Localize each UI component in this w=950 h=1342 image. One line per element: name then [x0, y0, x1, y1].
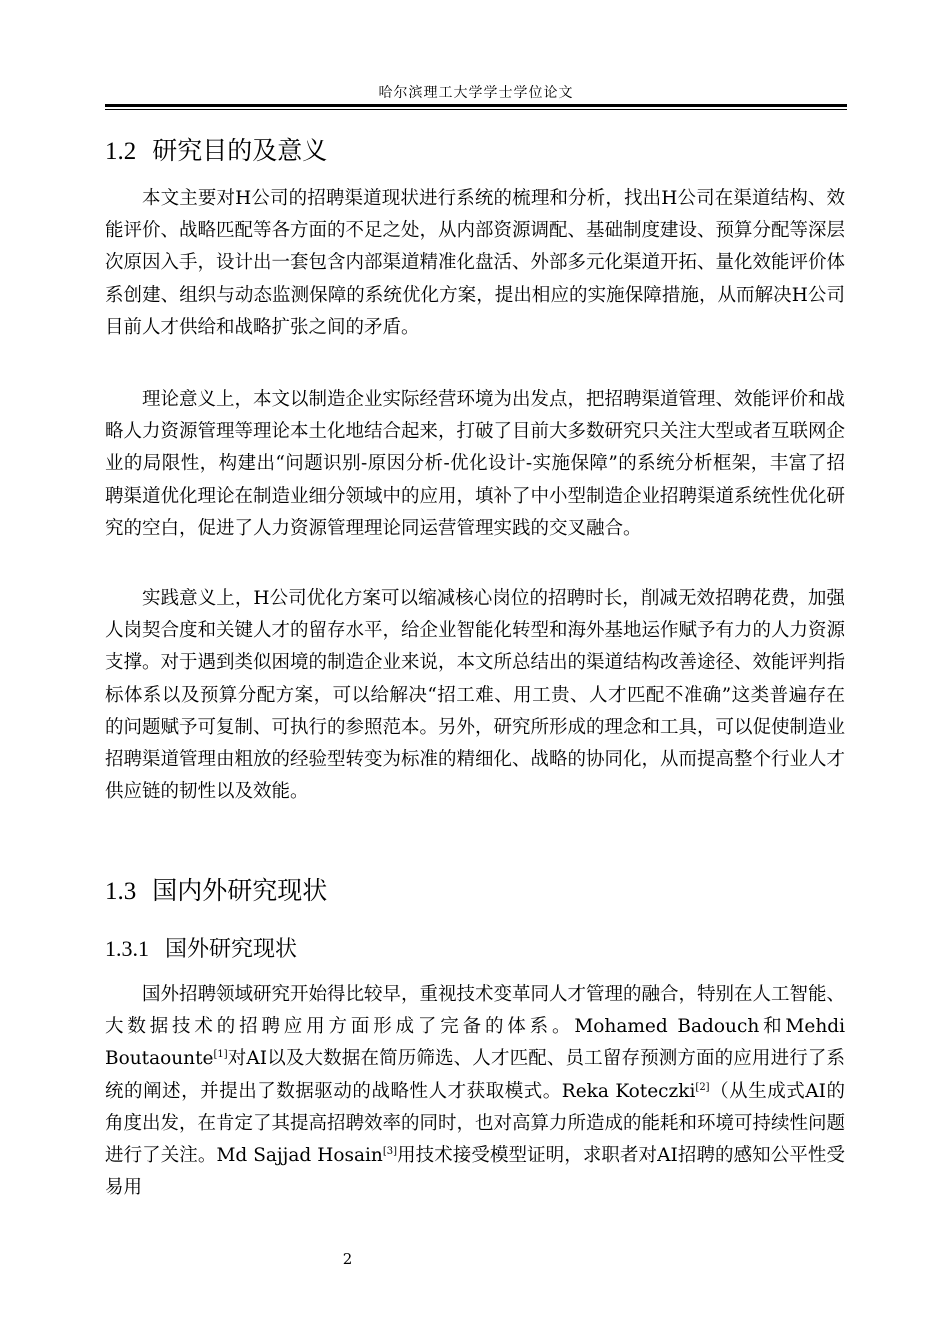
text-run: 对AI以及大数据在简历筛选、人才匹配、员工留存预测方面的应用进行了系统的阐述，并提出了数据驱动的战略性人才获取模式。Reka Koteczki — [105, 1048, 845, 1102]
subsection-title: 国外研究现状 — [165, 937, 298, 962]
subsection-number: 1.3.1 — [105, 936, 149, 961]
paragraph-theoretical-significance: 理论意义上，本文以制造企业实际经营环境为出发点，把招聘渠道管理、效能评价和战略人力资源管理等理论本土化地结合起来，打破了目前大多数研究只关注大型或者互联网企业的局限性，构建出“问题识别-原因分析-优化设计-实施保障”的系统分析框架，丰富了招聘渠道优化理论在制造业细分领域中的应用，填补了中小型制造企业招聘渠道系统性优化研究的空白，促进了人力资源管理理论同运营管理实践的交叉融合。 — [105, 389, 846, 539]
text-run: （从生成式AI的角度出发，在肯定了其提高招聘效率的同时，也对高算力所造成的能耗和环境可持续性问题进行了关注。Md Sajjad Hosain — [105, 1080, 846, 1167]
section-title: 国内外研究现状 — [152, 876, 328, 905]
page-number: 2 — [342, 1250, 353, 1268]
citation-ref-3: [3] — [382, 1145, 397, 1157]
header-rule-thick — [105, 104, 847, 107]
header-rule-thin — [105, 109, 847, 110]
section-number: 1.3 — [105, 878, 137, 905]
paragraph-practical-significance: 实践意义上，H公司优化方案可以缩减核心岗位的招聘时长，削减无效招聘花费，加强人岗契合度和关键人才的留存水平，给企业智能化转型和海外基地运作赋予有力的人力资源支撑。对于遇到类似困境的制造企业来说，本文所总结出的渠道结构改善途径、效能评判指标体系以及预算分配方案，可以给解决“招工难、用工贵、人才匹配不准确”这类普遍存在的问题赋予可复制、可执行的参照范本。另外，研究所形成的理念和工具，可以促使制造业招聘渠道管理由粗放的经验型转变为标准的精细化、战略的协同化，从而提高整个行业人才供应链的韧性以及效能。 — [105, 588, 846, 803]
subsection-heading-1-3-1 — [105, 932, 297, 963]
section-heading-1-3 — [105, 871, 327, 907]
citation-ref-2: [2] — [695, 1081, 710, 1093]
text-run: 用技术接受模型证明，求职者对AI招聘的感知公平性受易用 — [105, 1145, 845, 1199]
text-run: 国外招聘领域研究开始得比较早，重视技术变革同人才管理的融合，特别在人工智能、大数据技术的招聘应用方面形成了完备的体系。Mohamed Badouch和Mehdi Boutaounte — [105, 984, 846, 1070]
paragraph-foreign-research — [105, 979, 845, 1204]
citation-ref-1: [1] — [213, 1049, 228, 1061]
section-heading-1-2 — [105, 131, 327, 167]
running-header: 哈尔滨理工大学学士学位论文 — [378, 85, 574, 101]
paragraph-purpose: 本文主要对H公司的招聘渠道现状进行系统的梳理和分析，找出H公司在渠道结构、效能评价、战略匹配等各方面的不足之处，从内部资源调配、基础制度建设、预算分配等深层次原因入手，设计出一套包含内部渠道精准化盘活、外部多元化渠道开拓、量化效能评价体系创建、组织与动态监测保障的系统优化方案，提出相应的实施保障措施，从而解决H公司目前人才供给和战略扩张之间的矛盾。 — [105, 188, 846, 338]
section-number: 1.2 — [105, 138, 137, 165]
section-title: 研究目的及意义 — [152, 136, 328, 165]
